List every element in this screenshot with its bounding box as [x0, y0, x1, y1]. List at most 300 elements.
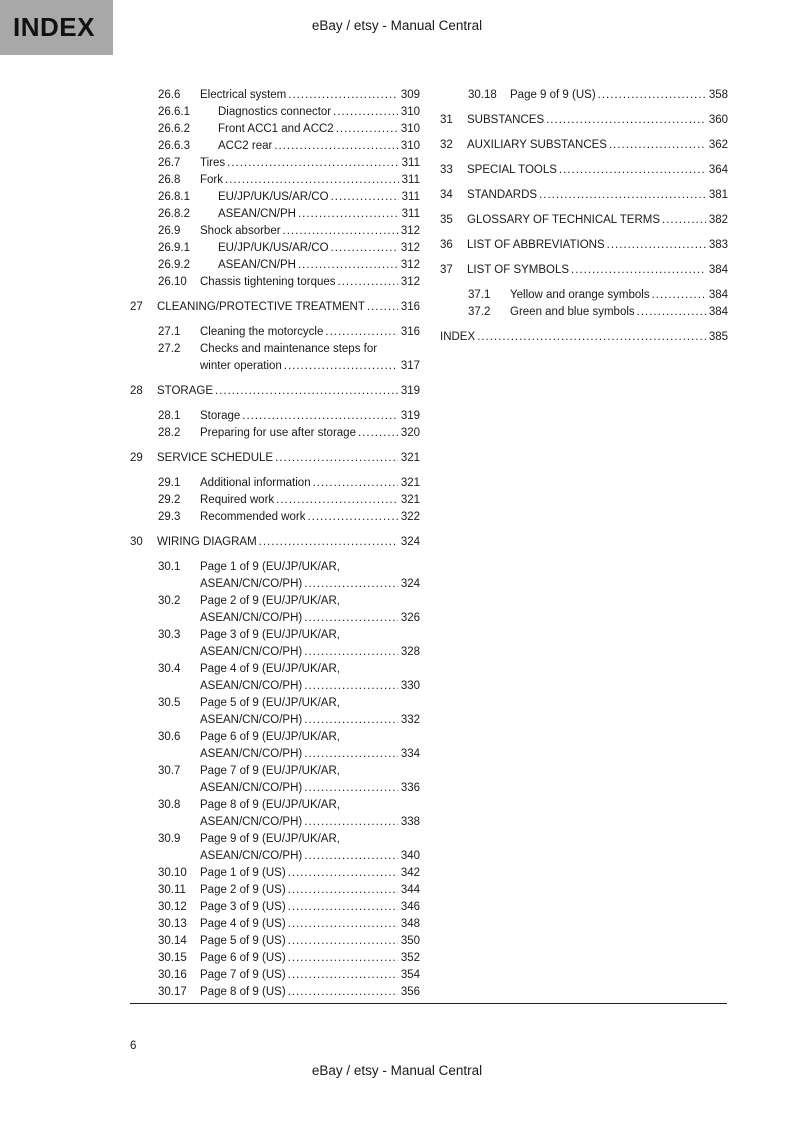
- toc-entry-line: [200, 274, 420, 291]
- toc-entry-body: [467, 187, 728, 204]
- dot-leader: [331, 240, 398, 257]
- toc-entry-page: 358: [708, 89, 728, 101]
- toc-entry: [440, 87, 728, 104]
- toc-entry-title: CLEANING/PROTECTIVE TREATMENT: [157, 301, 365, 313]
- toc-entry-title-continued: ASEAN/CN/CO/PH): [200, 612, 303, 624]
- toc-entry: [130, 324, 420, 341]
- toc-entry: [130, 341, 420, 375]
- toc-entry-title: Page 1 of 9 (US): [200, 867, 286, 879]
- toc-entry-page: 342: [400, 867, 420, 879]
- toc-entry-body: [467, 162, 728, 179]
- toc-entry-body: [200, 408, 420, 425]
- toc-entry-line: [200, 425, 420, 442]
- toc-entry-title: Page 5 of 9 (US): [200, 935, 286, 947]
- toc-entry-title: Tires: [200, 157, 226, 169]
- dot-leader: [304, 576, 398, 593]
- toc-entry-line: [157, 534, 420, 551]
- toc-entry-title: ASEAN/CN/PH: [218, 259, 296, 271]
- toc-entry: [130, 257, 420, 274]
- toc-entry-title: ASEAN/CN/PH: [218, 208, 296, 220]
- toc-entry: [440, 304, 728, 321]
- toc-entry-line: [200, 865, 420, 882]
- toc-entry-number: 26.9.1: [158, 242, 190, 254]
- toc-entry-title: Required work: [200, 494, 275, 506]
- dot-leader: [298, 206, 399, 223]
- dot-leader: [559, 162, 706, 179]
- toc-entry-line: [218, 104, 420, 121]
- toc-entry-number: 28: [130, 385, 143, 397]
- toc-entry-line: [200, 967, 420, 984]
- toc-entry-number: 29.1: [158, 477, 181, 489]
- toc-entry-line: [200, 848, 420, 865]
- toc-entry-page: 384: [708, 306, 728, 318]
- toc-entry-title: Page 3 of 9 (EU/JP/UK/AR,: [200, 629, 340, 641]
- toc-entry: [130, 831, 420, 865]
- toc-entry-page: 352: [400, 952, 420, 964]
- toc-entry-title: Fork: [200, 174, 223, 186]
- toc-entry-number: 28.2: [158, 427, 181, 439]
- toc-entry-body: [200, 899, 420, 916]
- toc-entry-line: [218, 121, 420, 138]
- toc-entry-body: [467, 262, 728, 279]
- toc-entry: [130, 475, 420, 492]
- toc-entry-title: Page 7 of 9 (US): [200, 969, 286, 981]
- toc-entry-line: [200, 899, 420, 916]
- toc-entry-page: 319: [400, 385, 420, 397]
- toc-entry-title: SPECIAL TOOLS: [467, 164, 557, 176]
- toc-entry-page: 324: [400, 536, 420, 548]
- toc-entry: [440, 112, 728, 129]
- toc-entry-body: [218, 104, 420, 121]
- toc-entry-line: [200, 324, 420, 341]
- toc-entry-number: 30.14: [158, 935, 187, 947]
- dot-leader: [662, 212, 706, 229]
- toc-entry-line: [200, 492, 420, 509]
- dot-leader: [284, 358, 398, 375]
- toc-entry: [130, 104, 420, 121]
- toc-entry-title: Page 5 of 9 (EU/JP/UK/AR,: [200, 697, 340, 709]
- dot-leader: [288, 916, 398, 933]
- toc-entry-line: [510, 304, 728, 321]
- toc-entry-number: 26.6.1: [158, 106, 190, 118]
- toc-entry: [440, 262, 728, 279]
- toc-entry: [130, 274, 420, 291]
- toc-entry-body: [467, 237, 728, 254]
- dot-leader: [571, 262, 706, 279]
- toc-entry-page: 312: [400, 259, 420, 271]
- toc-entry-title: Page 6 of 9 (EU/JP/UK/AR,: [200, 731, 340, 743]
- toc-entry: [440, 212, 728, 229]
- toc-entry: [130, 950, 420, 967]
- toc-entry-number: 30.10: [158, 867, 187, 879]
- toc-entry-number: 29.2: [158, 494, 181, 506]
- toc-entry-page: 317: [400, 360, 420, 372]
- toc-entry-line: [157, 299, 420, 316]
- toc-entry-line: [200, 576, 420, 593]
- toc-entry: [130, 87, 420, 104]
- toc-entry-body: [200, 627, 420, 661]
- toc-entry-title-continued: ASEAN/CN/CO/PH): [200, 816, 303, 828]
- toc-entry-body: [200, 324, 420, 341]
- toc-entry: [130, 383, 420, 400]
- toc-column-left: [130, 87, 420, 1001]
- toc-entry-body: [467, 137, 728, 154]
- toc-entry: [130, 408, 420, 425]
- toc-entry: [440, 162, 728, 179]
- toc-entry-title: Page 7 of 9 (EU/JP/UK/AR,: [200, 765, 340, 777]
- dot-leader: [215, 383, 398, 400]
- toc-entry-body: [218, 138, 420, 155]
- toc-entry-line: [200, 155, 420, 172]
- toc-entry-page: 310: [400, 106, 420, 118]
- toc-entry-number: 29.3: [158, 511, 181, 523]
- toc-entry-number: 32: [440, 139, 453, 151]
- toc-entry-page: 334: [400, 748, 420, 760]
- toc-entry-title: WIRING DIAGRAM: [157, 536, 257, 548]
- toc-entry-title: Page 2 of 9 (US): [200, 884, 286, 896]
- toc-entry: [440, 329, 728, 346]
- toc-entry-page: 336: [400, 782, 420, 794]
- page-footer-title: eBay / etsy - Manual Central: [311, 1063, 483, 1078]
- toc-entry-line: [200, 610, 420, 627]
- toc-entry: [130, 206, 420, 223]
- toc-entry: [130, 189, 420, 206]
- toc-entry-body: [200, 274, 420, 291]
- dot-leader: [333, 104, 398, 121]
- toc-entry: [130, 865, 420, 882]
- toc-entry-page: 338: [400, 816, 420, 828]
- toc-entry-page: 309: [400, 89, 420, 101]
- page-header-title: eBay / etsy - Manual Central: [311, 18, 483, 33]
- dot-leader: [227, 155, 399, 172]
- toc-entry-page: 321: [400, 452, 420, 464]
- toc-entry-body: [200, 223, 420, 240]
- toc-entry-number: 30.3: [158, 629, 181, 641]
- toc-entry-number: 26.8: [158, 174, 181, 186]
- toc-entry-line: [200, 916, 420, 933]
- toc-entry-line: [200, 408, 420, 425]
- toc-entry-line: [200, 814, 420, 831]
- toc-entry-number: 30.7: [158, 765, 181, 777]
- toc-entry-page: 311: [401, 157, 420, 169]
- toc-entry: [130, 695, 420, 729]
- dot-leader: [225, 172, 399, 189]
- toc-entry-number: 26.6: [158, 89, 181, 101]
- dot-leader: [338, 274, 398, 291]
- toc-entry-page: 384: [708, 264, 728, 276]
- toc-entry-page: 350: [400, 935, 420, 947]
- toc-entry-line: [200, 223, 420, 240]
- toc-entry-title: Page 4 of 9 (US): [200, 918, 286, 930]
- toc-entry-page: 346: [400, 901, 420, 913]
- dot-leader: [367, 299, 398, 316]
- toc-entry-number: 33: [440, 164, 453, 176]
- toc-entry-title-continued: ASEAN/CN/CO/PH): [200, 850, 303, 862]
- toc-entry-number: 31: [440, 114, 453, 126]
- toc-entry-number: 36: [440, 239, 453, 251]
- toc-entry-title: GLOSSARY OF TECHNICAL TERMS: [467, 214, 660, 226]
- toc-entry-line: [157, 450, 420, 467]
- toc-entry-body: [157, 534, 420, 551]
- toc-entry-title: EU/JP/UK/US/AR/CO: [218, 242, 329, 254]
- toc-entry-line: [510, 287, 728, 304]
- toc-entry: [130, 425, 420, 442]
- toc-entry-body: [200, 763, 420, 797]
- toc-entry-body: [510, 87, 728, 104]
- toc-entry-line: [218, 240, 420, 257]
- toc-entry-title: INDEX: [440, 331, 476, 343]
- toc-entry-number: 27: [130, 301, 143, 313]
- toc-entry-number: 30.13: [158, 918, 187, 930]
- toc-entry: [440, 237, 728, 254]
- toc-entry-body: [200, 831, 420, 865]
- toc-entry-line: [200, 712, 420, 729]
- toc-entry-body: [200, 509, 420, 526]
- toc-entry: [440, 187, 728, 204]
- toc-entry-body: [200, 155, 420, 172]
- toc-entry: [130, 299, 420, 316]
- toc-entry: [130, 240, 420, 257]
- toc-entry: [130, 763, 420, 797]
- dot-leader: [304, 780, 398, 797]
- dot-leader: [313, 475, 398, 492]
- toc-entry-number: 26.6.2: [158, 123, 190, 135]
- toc-entry-line: [200, 509, 420, 526]
- toc-entry-page: 324: [400, 578, 420, 590]
- toc-entry-body: [218, 257, 420, 274]
- dot-leader: [304, 814, 398, 831]
- toc-entry-number: 30: [130, 536, 143, 548]
- toc-entry-line: [200, 882, 420, 899]
- toc-entry-line: [200, 358, 420, 375]
- toc-entry-number: 28.1: [158, 410, 181, 422]
- toc-entry-number: 30.8: [158, 799, 181, 811]
- dot-leader: [477, 329, 706, 346]
- toc-entry: [130, 450, 420, 467]
- toc-entry-title: Page 3 of 9 (US): [200, 901, 286, 913]
- toc-entry-number: 26.8.2: [158, 208, 190, 220]
- toc-entry-page: 330: [400, 680, 420, 692]
- toc-entry-page: 385: [708, 331, 728, 343]
- toc-entry-title: SERVICE SCHEDULE: [157, 452, 274, 464]
- dot-leader: [259, 534, 398, 551]
- dot-leader: [276, 492, 398, 509]
- dot-leader: [288, 87, 398, 104]
- dot-leader: [358, 425, 398, 442]
- toc-entry: [130, 627, 420, 661]
- toc-entry-page: 381: [708, 189, 728, 201]
- toc-entry-body: [157, 450, 420, 467]
- toc-entry-title: LIST OF ABBREVIATIONS: [467, 239, 605, 251]
- dot-leader: [304, 610, 398, 627]
- toc-entry-title-continued: ASEAN/CN/CO/PH): [200, 578, 303, 590]
- toc-entry: [130, 882, 420, 899]
- dot-leader: [288, 950, 398, 967]
- toc-entry-title: Storage: [200, 410, 241, 422]
- dot-leader: [304, 746, 398, 763]
- toc-entry-page: 312: [400, 242, 420, 254]
- toc-entry-page: 328: [400, 646, 420, 658]
- toc-entry-title: Preparing for use after storage: [200, 427, 356, 439]
- toc-entry-number: 27.1: [158, 326, 181, 338]
- toc-entry-title-continued: winter operation: [200, 360, 282, 372]
- dot-leader: [304, 848, 398, 865]
- toc-entry: [130, 223, 420, 240]
- toc-entry-page: 320: [400, 427, 420, 439]
- dot-leader: [288, 882, 398, 899]
- toc-entry-page: 319: [400, 410, 420, 422]
- toc-entry-page: 311: [401, 174, 420, 186]
- toc-entry-title: AUXILIARY SUBSTANCES: [467, 139, 607, 151]
- toc-entry-number: 26.7: [158, 157, 181, 169]
- toc-entry-body: [200, 797, 420, 831]
- toc-entry: [130, 661, 420, 695]
- dot-leader: [307, 509, 397, 526]
- toc-entry: [440, 287, 728, 304]
- toc-entry-title: Recommended work: [200, 511, 306, 523]
- toc-entry-title: Page 6 of 9 (US): [200, 952, 286, 964]
- toc-entry-body: [510, 287, 728, 304]
- toc-entry-line: [200, 780, 420, 797]
- toc-entry-page: 354: [400, 969, 420, 981]
- toc-entry-number: 37.1: [468, 289, 491, 301]
- toc-entry-body: [200, 882, 420, 899]
- toc-entry-page: 321: [400, 494, 420, 506]
- toc-entry: [130, 492, 420, 509]
- toc-entry-page: 364: [708, 164, 728, 176]
- toc-entry: [130, 172, 420, 189]
- toc-entry-title: Shock absorber: [200, 225, 281, 237]
- toc-entry-page: 322: [400, 511, 420, 523]
- toc-entry-page: 362: [708, 139, 728, 151]
- toc-entry-line: [218, 257, 420, 274]
- toc-entry-body: [200, 661, 420, 695]
- toc-entry-title-continued: ASEAN/CN/CO/PH): [200, 782, 303, 794]
- toc-entry-line: [200, 746, 420, 763]
- dot-leader: [275, 450, 398, 467]
- toc-entry-page: 348: [400, 918, 420, 930]
- toc-entry-number: 29: [130, 452, 143, 464]
- dot-leader: [546, 112, 706, 129]
- toc-entry-number: 35: [440, 214, 453, 226]
- toc-entry-number: 26.9: [158, 225, 181, 237]
- toc-entry-number: 30.2: [158, 595, 181, 607]
- toc-entry: [130, 534, 420, 551]
- dot-leader: [331, 189, 399, 206]
- footer-divider: [130, 1003, 727, 1004]
- toc-entry-number: 30.12: [158, 901, 187, 913]
- toc-entry: [130, 155, 420, 172]
- toc-entry-body: [440, 329, 728, 346]
- dot-leader: [298, 257, 398, 274]
- toc-entry-title: LIST OF SYMBOLS: [467, 264, 570, 276]
- toc-entry-body: [200, 87, 420, 104]
- dot-leader: [325, 324, 397, 341]
- toc-entry-body: [200, 695, 420, 729]
- toc-entry-number: 34: [440, 189, 453, 201]
- toc-entry-title: Yellow and orange symbols: [510, 289, 650, 301]
- toc-entry-line: [440, 329, 728, 346]
- dot-leader: [274, 138, 397, 155]
- toc-entry-body: [200, 425, 420, 442]
- toc-entry-page: 382: [708, 214, 728, 226]
- toc-entry-body: [200, 172, 420, 189]
- toc-entry-page: 332: [400, 714, 420, 726]
- toc-entry-body: [200, 559, 420, 593]
- toc-entry-title: STANDARDS: [467, 189, 538, 201]
- toc-entry: [130, 916, 420, 933]
- toc-entry: [130, 797, 420, 831]
- toc-entry-title-continued: ASEAN/CN/CO/PH): [200, 748, 303, 760]
- toc-entry-body: [467, 112, 728, 129]
- toc-entry-line: [200, 172, 420, 189]
- toc-entry-title: EU/JP/UK/US/AR/CO: [218, 191, 329, 203]
- dot-leader: [288, 865, 398, 882]
- toc-entry-title-continued: ASEAN/CN/CO/PH): [200, 680, 303, 692]
- toc-entry-page: 321: [400, 477, 420, 489]
- dot-leader: [304, 712, 398, 729]
- toc-entry-line: [218, 138, 420, 155]
- toc-column-right: [440, 87, 728, 1001]
- toc-entry-number: 30.4: [158, 663, 181, 675]
- toc-entry-line: [200, 950, 420, 967]
- toc-entry: [130, 593, 420, 627]
- toc-entry-number: 30.6: [158, 731, 181, 743]
- toc-entry-line: [200, 87, 420, 104]
- toc-entry: [440, 137, 728, 154]
- toc-entry-number: 37.2: [468, 306, 491, 318]
- table-of-contents: [130, 87, 728, 1001]
- toc-entry-page: 312: [400, 225, 420, 237]
- toc-entry: [130, 967, 420, 984]
- toc-entry-body: [200, 916, 420, 933]
- toc-entry-page: 360: [708, 114, 728, 126]
- toc-entry-title: Additional information: [200, 477, 311, 489]
- toc-entry-title: Page 4 of 9 (EU/JP/UK/AR,: [200, 663, 340, 675]
- toc-entry: [130, 509, 420, 526]
- toc-entry-body: [200, 865, 420, 882]
- toc-entry: [130, 899, 420, 916]
- toc-entry-line: [467, 112, 728, 129]
- toc-entry-title: Electrical system: [200, 89, 287, 101]
- toc-entry-title: Chassis tightening torques: [200, 276, 336, 288]
- toc-entry-body: [200, 933, 420, 950]
- dot-leader: [288, 899, 398, 916]
- toc-entry-page: 316: [400, 301, 420, 313]
- toc-entry-title: Page 8 of 9 (US): [200, 986, 286, 998]
- dot-leader: [283, 223, 398, 240]
- dot-leader: [652, 287, 706, 304]
- toc-entry-line: [467, 262, 728, 279]
- toc-entry-page: 344: [400, 884, 420, 896]
- toc-entry-body: [467, 212, 728, 229]
- toc-entry-body: [200, 341, 420, 375]
- toc-entry-page: 316: [400, 326, 420, 338]
- toc-entry-number: 30.11: [158, 884, 186, 896]
- toc-entry-line: [467, 187, 728, 204]
- toc-entry-number: 30.17: [158, 986, 187, 998]
- toc-entry-page: 356: [400, 986, 420, 998]
- toc-entry-number: 30.15: [158, 952, 187, 964]
- toc-entry: [130, 729, 420, 763]
- toc-entry-title: Page 2 of 9 (EU/JP/UK/AR,: [200, 595, 340, 607]
- toc-entry-line: [467, 137, 728, 154]
- toc-entry-number: 30.16: [158, 969, 187, 981]
- toc-entry: [130, 138, 420, 155]
- toc-entry-number: 26.6.3: [158, 140, 190, 152]
- toc-entry: [130, 121, 420, 138]
- dot-leader: [336, 121, 398, 138]
